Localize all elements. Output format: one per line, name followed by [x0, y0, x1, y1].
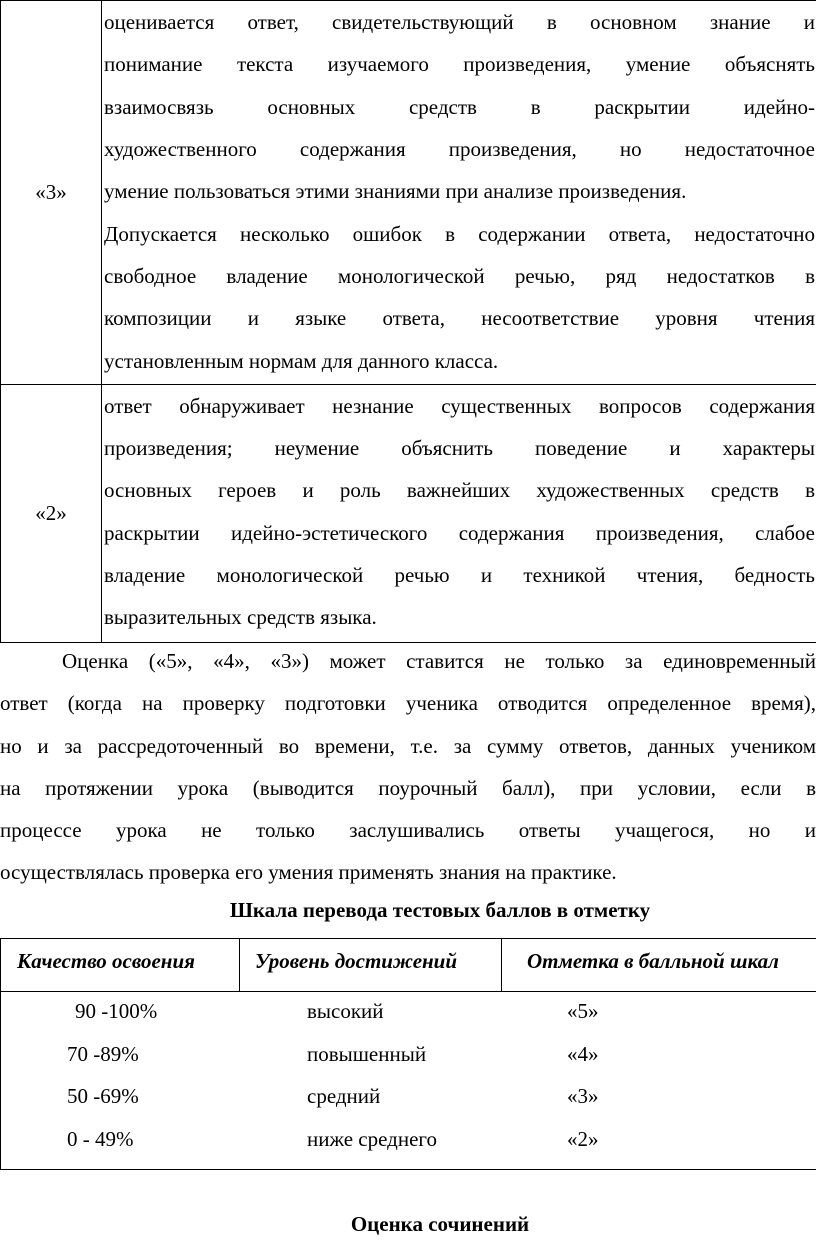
text-line: взаимосвязь основных средств в раскрытии идейно- [104, 94, 815, 119]
text-line: владение монологической речью и техникой чтения, бедность [104, 562, 815, 587]
text-line: ответ обнаруживает незнание существенных вопросов содержания [104, 393, 815, 418]
text-line: Оценка («5», «4», «3») может ставится не только за единовременный [62, 649, 816, 673]
table-cell: средний [307, 1084, 381, 1108]
column-header: Отметка в балльной шкал [527, 949, 779, 973]
text-line: на протяжении урока (выводится поурочный балл), при условии, если в [0, 775, 816, 800]
table-cell: «2» [567, 1127, 599, 1151]
table-cell: повышенный [307, 1042, 427, 1066]
text-line: понимание текста изучаемого произведения, умение объяснять [104, 52, 815, 77]
text-line: произведения; неумение объяснить поведение и характеры [104, 435, 815, 460]
header-divider [1, 991, 816, 992]
scale-title: Шкала перевода тестовых баллов в отметку [229, 898, 651, 922]
grade-description-cell [102, 385, 816, 643]
text-line: осуществлялась проверка его умения применять знания на практике. [0, 860, 617, 885]
table-cell: «4» [567, 1042, 599, 1066]
text-line: художественного содержания произведения, но недостаточное [104, 137, 815, 162]
text-line: композиции и языке ответа, несоответствие уровня чтения [104, 306, 815, 331]
text-line: умение пользоваться этими знаниями при анализе произведения. [104, 179, 687, 204]
text-line: установленным нормам для данного класса. [104, 348, 499, 373]
grade-row [1, 1, 816, 385]
section-heading: Оценка сочинений [350, 1212, 530, 1236]
table-cell: высокий [307, 999, 384, 1023]
grade-row [1, 385, 816, 643]
body-paragraph [0, 640, 816, 894]
grade-cell: «2» [1, 385, 102, 643]
text-line: Допускается несколько ошибок в содержании ответа, недостаточно [104, 221, 815, 246]
text-line: раскрытии идейно-эстетического содержания произведения, слабое [104, 520, 815, 545]
table-cell: «3» [567, 1084, 599, 1108]
table-cell: 70 -89% [67, 1042, 139, 1066]
table-cell: ниже среднего [307, 1127, 437, 1151]
column-header: Качество освоения [17, 949, 195, 973]
text-line: оценивается ответ, свидетельствующий в основном знание и [104, 10, 815, 35]
table-cell: «5» [567, 999, 599, 1023]
text-line: выразительных средств языка. [104, 605, 377, 630]
text-line: свободное владение монологической речью, ряд недостатков в [104, 263, 815, 288]
column-header: Уровень достижений [255, 949, 458, 973]
grade-cell: «3» [1, 1, 102, 385]
column-divider [239, 939, 240, 991]
text-line: основных героев и роль важнейших художественных средств в [104, 478, 815, 503]
column-divider [501, 939, 502, 991]
grade-description-cell [102, 1, 816, 385]
text-line: но и за рассредоточенный во времени, т.е. за сумму ответов, данных учеником [0, 733, 816, 758]
text-line: процессе урока не только заслушивались ответы учащегося, но и [0, 818, 816, 843]
table-cell: 50 -69% [67, 1084, 139, 1108]
score-scale-table [0, 938, 816, 1170]
table-cell: 90 -100% [75, 999, 158, 1023]
table-cell: 0 - 49% [67, 1127, 134, 1151]
text-line: ответ (когда на проверку подготовки ученика отводится определенное время), [0, 691, 816, 716]
